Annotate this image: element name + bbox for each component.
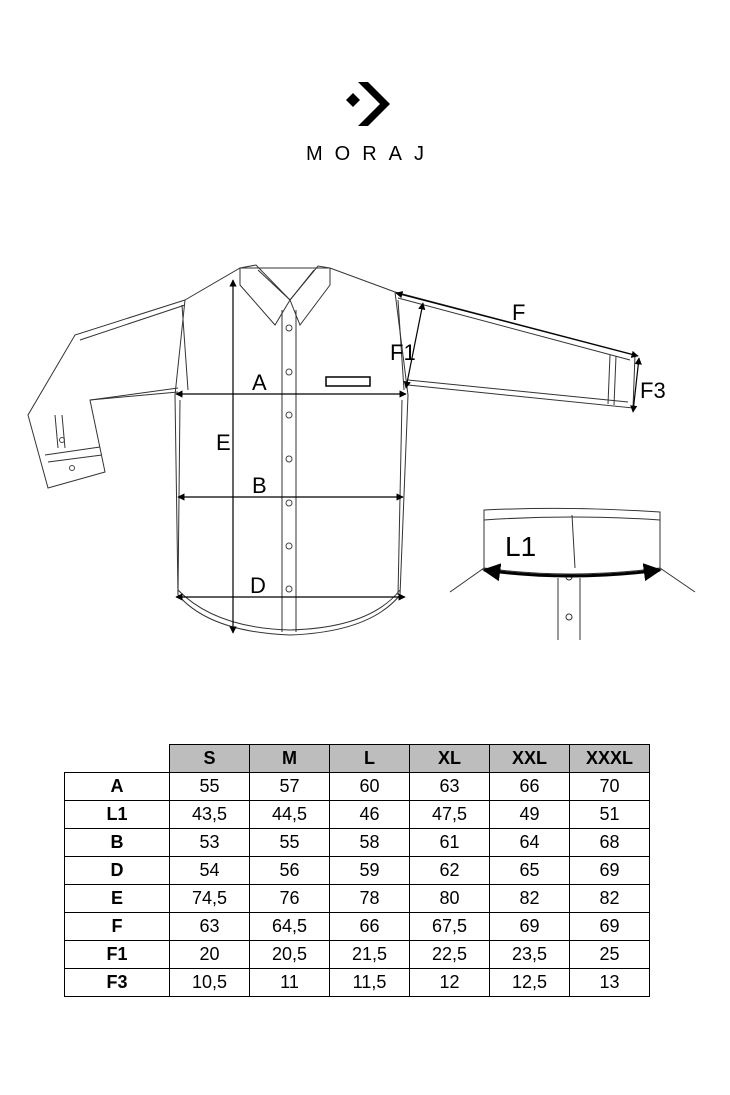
size-header: S bbox=[170, 745, 250, 773]
label-F1: F1 bbox=[390, 340, 416, 365]
table-cell: 65 bbox=[490, 857, 570, 885]
size-header: XXXL bbox=[570, 745, 650, 773]
table-cell: 12 bbox=[410, 969, 490, 997]
table-cell: 66 bbox=[330, 913, 410, 941]
label-F: F bbox=[512, 300, 526, 325]
brand-name: MORAJ bbox=[306, 143, 436, 165]
table-cell: 62 bbox=[410, 857, 490, 885]
table-cell: 64 bbox=[490, 829, 570, 857]
row-header: F1 bbox=[65, 941, 170, 969]
table-cell: 55 bbox=[170, 773, 250, 801]
row-header: L1 bbox=[65, 801, 170, 829]
table-cell: 55 bbox=[250, 829, 330, 857]
size-table bbox=[64, 744, 650, 997]
table-cell: 22,5 bbox=[410, 941, 490, 969]
table-cell: 63 bbox=[170, 913, 250, 941]
table-cell: 23,5 bbox=[490, 941, 570, 969]
row-header: D bbox=[65, 857, 170, 885]
shirt-measurement-diagram bbox=[0, 230, 730, 660]
table-cell: 59 bbox=[330, 857, 410, 885]
table-cell: 70 bbox=[570, 773, 650, 801]
table-cell: 11 bbox=[250, 969, 330, 997]
table-cell: 54 bbox=[170, 857, 250, 885]
table-row bbox=[65, 885, 650, 913]
table-cell: 46 bbox=[330, 801, 410, 829]
label-F3: F3 bbox=[640, 378, 666, 403]
table-cell: 12,5 bbox=[490, 969, 570, 997]
table-cell: 69 bbox=[490, 913, 570, 941]
table-cell: 11,5 bbox=[330, 969, 410, 997]
table-cell: 69 bbox=[570, 913, 650, 941]
table-corner bbox=[65, 745, 170, 773]
table-cell: 56 bbox=[250, 857, 330, 885]
table-cell: 61 bbox=[410, 829, 490, 857]
table-cell: 20 bbox=[170, 941, 250, 969]
table-cell: 60 bbox=[330, 773, 410, 801]
table-row bbox=[65, 773, 650, 801]
table-cell: 67,5 bbox=[410, 913, 490, 941]
table-cell: 82 bbox=[490, 885, 570, 913]
table-cell: 80 bbox=[410, 885, 490, 913]
table-cell: 10,5 bbox=[170, 969, 250, 997]
label-A: A bbox=[252, 370, 267, 395]
row-header: B bbox=[65, 829, 170, 857]
table-cell: 68 bbox=[570, 829, 650, 857]
table-row bbox=[65, 857, 650, 885]
table-cell: 25 bbox=[570, 941, 650, 969]
table-cell: 53 bbox=[170, 829, 250, 857]
size-header: L bbox=[330, 745, 410, 773]
table-row bbox=[65, 969, 650, 997]
table-cell: 43,5 bbox=[170, 801, 250, 829]
table-row bbox=[65, 801, 650, 829]
collar-detail bbox=[450, 508, 695, 640]
table-cell: 20,5 bbox=[250, 941, 330, 969]
label-B: B bbox=[252, 473, 267, 498]
size-header: XL bbox=[410, 745, 490, 773]
table-cell: 63 bbox=[410, 773, 490, 801]
table-cell: 57 bbox=[250, 773, 330, 801]
table-cell: 47,5 bbox=[410, 801, 490, 829]
label-L1: L1 bbox=[505, 531, 537, 562]
table-cell: 66 bbox=[490, 773, 570, 801]
table-cell: 82 bbox=[570, 885, 650, 913]
table-cell: 58 bbox=[330, 829, 410, 857]
table-cell: 78 bbox=[330, 885, 410, 913]
table-cell: 76 bbox=[250, 885, 330, 913]
row-header: A bbox=[65, 773, 170, 801]
table-cell: 69 bbox=[570, 857, 650, 885]
table-cell: 13 bbox=[570, 969, 650, 997]
label-D: D bbox=[250, 573, 266, 598]
row-header: F bbox=[65, 913, 170, 941]
table-header-row bbox=[65, 745, 650, 773]
shirt-outline bbox=[28, 265, 635, 635]
table-cell: 44,5 bbox=[250, 801, 330, 829]
row-header: E bbox=[65, 885, 170, 913]
table-row bbox=[65, 941, 650, 969]
row-header: F3 bbox=[65, 969, 170, 997]
table-row bbox=[65, 913, 650, 941]
table-cell: 51 bbox=[570, 801, 650, 829]
brand-logo-icon bbox=[340, 80, 392, 128]
table-cell: 64,5 bbox=[250, 913, 330, 941]
table-cell: 49 bbox=[490, 801, 570, 829]
size-header: M bbox=[250, 745, 330, 773]
size-header: XXL bbox=[490, 745, 570, 773]
table-row bbox=[65, 829, 650, 857]
table-cell: 21,5 bbox=[330, 941, 410, 969]
label-E: E bbox=[216, 430, 231, 455]
table-cell: 74,5 bbox=[170, 885, 250, 913]
